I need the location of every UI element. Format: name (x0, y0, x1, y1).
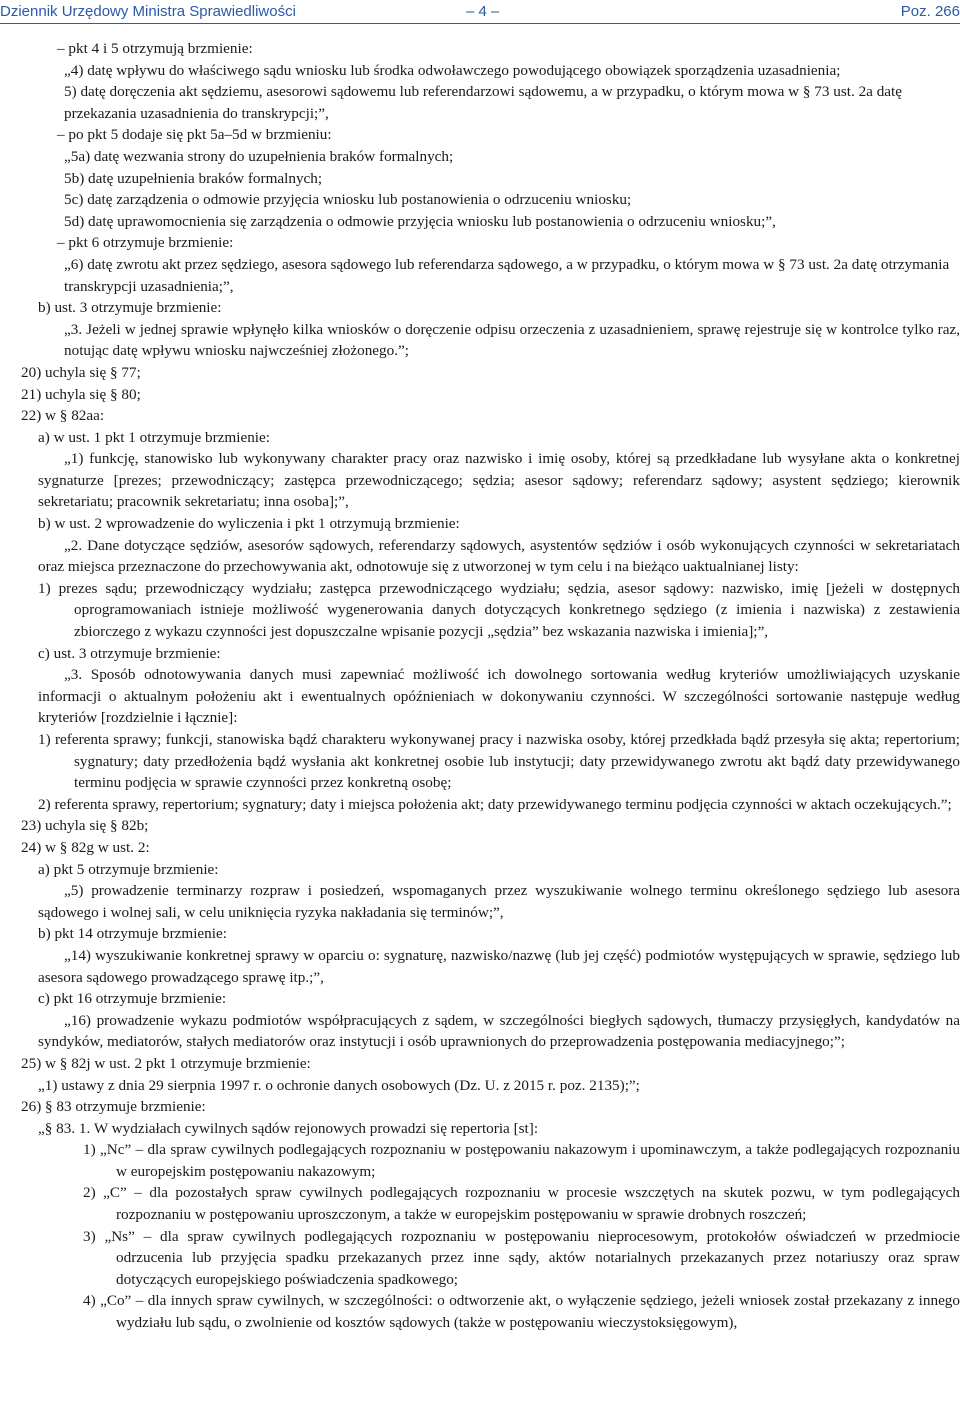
document-paragraph: „1) funkcję, stanowisko lub wykonywany charakter pracy oraz nazwisko i imię osoby, której są przedkładane lub wysyłane akta o konkretnej sygnaturze [prezes; przewodniczący; zastępca przewodniczącego; sędzia; asesor sądowy; referendarz sądowy; asystent sędziego; kierownik sekretariatu; pracownik sekretariatu; inna osoba];”, (38, 450, 960, 511)
document-paragraph: „1) ustawy z dnia 29 sierpnia 1997 r. o ochronie danych osobowych (Dz. U. z 2015 r. poz. 2135);”; (38, 1076, 640, 1094)
document-paragraph: „6) datę zwrotu akt przez sędziego, asesora sądowego lub referendarza sądowego, a w przypadku, o którym mowa w § 73 ust. 2a datę otrzymania transkrypcji uzasadnienia;”, (64, 255, 950, 295)
document-paragraph: b) pkt 14 otrzymuje brzmienie: (38, 925, 227, 943)
document-paragraph: „3. Jeżeli w jednej sprawie wpłynęło kilka wniosków o doręczenie odpisu orzeczenia z uzasadnieniem, sprawę rejestruje się w kontrolce tylko raz, notując datę wpływu wniosku najwcześniej złożonego.”; (64, 320, 960, 360)
document-paragraph: – pkt 6 otrzymuje brzmienie: (57, 234, 234, 252)
document-paragraph: „2. Dane dotyczące sędziów, asesorów sądowych, referendarzy sądowych, asystentów sędziów i osób wykonujących czynności w sekretariatach oraz miejsca przeznaczone do przechowywania akt, odnotowuje się z utworzonej w tym celu i na bieżąco uaktualnianej listy: (38, 536, 960, 576)
document-paragraph: c) ust. 3 otrzymuje brzmienie: (38, 644, 221, 662)
document-paragraph: 26) § 83 otrzymuje brzmienie: (21, 1098, 206, 1116)
page-header (0, 0, 960, 22)
document-paragraph: 5) datę doręczenia akt sędziemu, asesorowi sądowemu lub referendarzowi sądowemu, a w przypadku, o którym mowa w § 73 ust. 2a datę przekazania uzasadnienia do transkrypcji;”, (64, 83, 902, 122)
document-paragraph: b) w ust. 2 wprowadzenie do wyliczenia i pkt 1 otrzymują brzmienie: (38, 515, 460, 533)
document-paragraph: 5c) datę zarządzenia o odmowie przyjęcia wniosku lub postanowienia o odrzuceniu wniosku; (64, 191, 632, 209)
document-paragraph: 25) w § 82j w ust. 2 pkt 1 otrzymuje brzmienie: (21, 1054, 311, 1072)
document-paragraph: 21) uchyla się § 80; (21, 385, 141, 403)
document-paragraph: „14) wyszukiwanie konkretnej sprawy w oparciu o: sygnaturę, nazwisko/nazwę (lub jej część) podmiotów występujących w sprawie, sędziego lub asesora sądowego prowadzącego sprawę itp.;”, (38, 946, 960, 986)
document-paragraph: „16) prowadzenie wykazu podmiotów współpracujących z sądem, w szczególności biegłych sądowych, tłumaczy przysięgłych, kandydatów na syndyków, mediatorów, stałych mediatorów oraz instytucji i osób uprawnionych do przeprowadzenia postępowania mediacyjnego;”; (38, 1011, 960, 1051)
document-paragraph: 5d) datę uprawomocnienia się zarządzenia o odmowie przyjęcia wniosku lub postanowienia o odrzuceniu wniosku;”, (64, 212, 776, 230)
document-paragraph: „3. Sposób odnotowywania danych musi zapewniać możliwość ich dowolnego sortowania według kryteriów umożliwiających uzyskanie informacji o aktualnym położeniu akt i ewentualnych opóźnieniach w dokonywaniu czynności. W szczególności sortowanie następuje według kryteriów [rozdzielnie i łącznie]: (38, 666, 960, 727)
document-paragraph: 20) uchyla się § 77; (21, 363, 141, 381)
document-paragraph: 1) prezes sądu; przewodniczący wydziału; zastępca przewodniczącego wydziału; sędzia, asesor sądowy: nazwisko, imię [jeżeli w dostępnych oprogramowaniach istnieje możliwość wygenerowania danych dotyczących konkretnego sędziego (z imienia i nazwiska) z zestawienia zbiorczego z wykazu czynności jest dopuszczalne wpisanie pozycji „sędzia” bez wskazania nazwiska i imienia];”, (38, 579, 960, 641)
document-paragraph: 1) „Nc” – dla spraw cywilnych podlegających rozpoznaniu w postępowaniu nakazowym i upominawczym, a także podlegających rozpoznaniu w europejskim postępowaniu nakazowym; (83, 1141, 960, 1180)
document-body (0, 38, 960, 1334)
document-paragraph: „5) prowadzenie terminarzy rozpraw i posiedzeń, wspomaganych przez wyszukiwanie wolnego terminu określonego sędziego lub asesora sądowego i wolnej sali, w celu uniknięcia ryzyka nakładania się terminów;”, (38, 882, 960, 921)
document-paragraph: 2) „C” – dla pozostałych spraw cywilnych podlegających rozpoznaniu w procesie wszczętych na skutek pozwu, w tym podlegających rozpoznaniu w postępowaniu uproszczonym, a także w europejskim postępowaniu w sprawie drobnych roszczeń; (83, 1184, 960, 1224)
document-paragraph: c) pkt 16 otrzymuje brzmienie: (38, 990, 227, 1008)
document-paragraph: 22) w § 82aa: (21, 407, 105, 425)
document-paragraph: b) ust. 3 otrzymuje brzmienie: (38, 299, 222, 317)
document-paragraph: a) w ust. 1 pkt 1 otrzymuje brzmienie: (38, 428, 270, 446)
document-paragraph: – pkt 4 i 5 otrzymują brzmienie: (57, 40, 253, 57)
document-paragraph: a) pkt 5 otrzymuje brzmienie: (38, 860, 219, 878)
header-rule (0, 23, 960, 24)
document-paragraph: 4) „Co” – dla innych spraw cywilnych, w szczególności: o odtworzenie akt, o wyłączenie sędziego, jeżeli wniosek został przekazany z innego wydziału lub sądu, o zwolnienie od kosztów sądowych (także w postępowaniu wieczystoksięgowym), (83, 1292, 960, 1332)
document-paragraph: 5b) datę uzupełnienia braków formalnych; (64, 169, 323, 187)
page-number: – 4 – (466, 3, 500, 20)
position-number: Poz. 266 (900, 3, 960, 20)
document-paragraph: 3) „Ns” – dla spraw cywilnych podlegających rozpoznaniu w postępowaniu nieprocesowym, protokołów oświadczeń w przedmiocie odrzucenia lub przyjęcia spadku przekazanych przez inne sądy, aktów notarialnych przekazanych przez notariuszy oraz spraw dotyczących europejskiego poświadczenia spadkowego; (83, 1227, 960, 1288)
document-paragraph: – po pkt 5 dodaje się pkt 5a–5d w brzmieniu: (57, 126, 332, 144)
journal-title: Dziennik Urzędowy Ministra Sprawiedliwości (0, 3, 296, 20)
document-paragraph: 23) uchyla się § 82b; (21, 817, 149, 835)
document-paragraph: „§ 83. 1. W wydziałach cywilnych sądów rejonowych prowadzi się repertoria [st]: (38, 1119, 539, 1137)
document-paragraph: „4) datę wpływu do właściwego sądu wniosku lub środka odwoławczego powodującego obowiązek sporządzenia uzasadnienia; (64, 61, 841, 79)
document-paragraph: 24) w § 82g w ust. 2: (21, 838, 150, 856)
document-paragraph: 2) referenta sprawy, repertorium; sygnatury; daty i miejsca położenia akt; daty przewidywanego terminu podjęcia czynności w aktach oczekujących.”; (38, 795, 952, 813)
document-paragraph: 1) referenta sprawy; funkcji, stanowiska bądź charakteru wykonywanej pracy i nazwiska osoby, której przedkłada bądź przesyła się akta; repertorium; sygnatury; daty przedłożenia bądź wysłania akt konkretnej osobie lub instytucji; daty przewidywanego zwrotu akt bądź daty przewidywanego terminu podjęcia w sprawie czynności przez konkretną osobę; (38, 731, 960, 792)
document-paragraph: „5a) datę wezwania strony do uzupełnienia braków formalnych; (64, 147, 454, 165)
